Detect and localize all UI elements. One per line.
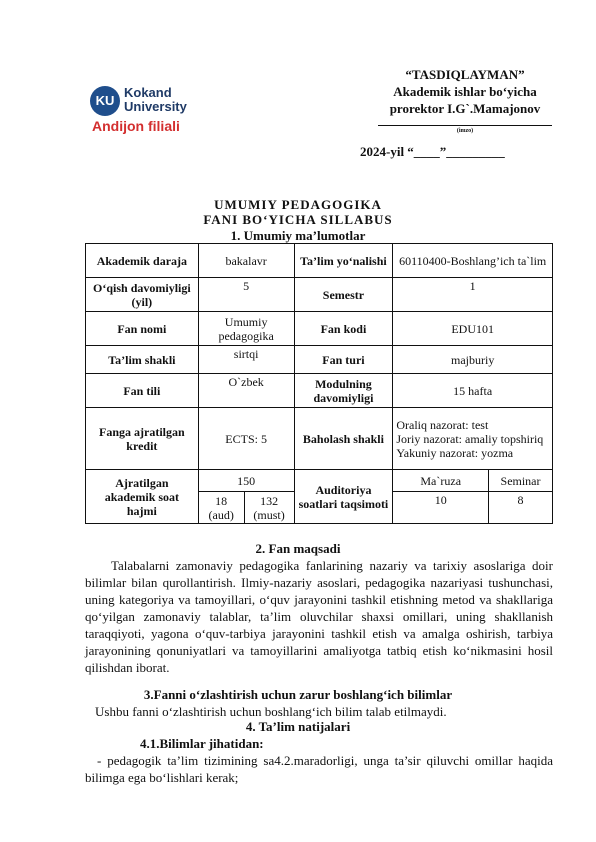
lecture-header: Ma`ruza	[393, 470, 489, 492]
self-hours-cell: 132 (must)	[244, 492, 294, 524]
value-cell: 60110400-Boshlang’ich ta`lim	[393, 244, 553, 278]
label-cell: Fan kodi	[294, 312, 393, 346]
logo-branch: Andijon filiali	[92, 118, 180, 134]
label-cell: Akademik daraja	[86, 244, 199, 278]
assessment-cell	[393, 408, 553, 470]
value-cell: O`zbek	[198, 374, 294, 408]
document-title-line2: FANI BO‘YICHA SILLABUS	[203, 212, 393, 227]
section-3-text: Ushbu fanni o‘zlashtirish uchun boshlang‘ich bilim talab etilmaydi.	[95, 704, 447, 719]
logo-name: Kokand University	[124, 85, 187, 114]
label-cell: Ajratilgan akademik soat hajmi	[86, 470, 199, 524]
section-2-heading: 2. Fan maqsadi	[255, 541, 341, 556]
general-info-table	[85, 243, 553, 524]
table-row	[86, 244, 553, 278]
label-cell: Fanga ajratilgan kredit	[86, 408, 199, 470]
section-4-1-item: - pedagogik ta’lim tizimining sa4.2.maradorligi, unga ta’sir qiluvchi omillar haqida bilimga ega bo‘lishlari kerak;	[85, 753, 553, 785]
approval-block	[360, 66, 560, 160]
seminar-hours-cell: 8	[489, 492, 553, 524]
label-cell: Ta’lim yo‘nalishi	[294, 244, 393, 278]
label-cell: Modulning davomiyligi	[294, 374, 393, 408]
value-cell: 15 hafta	[393, 374, 553, 408]
section-1-heading: 1. Umumiy ma’lumotlar	[230, 228, 366, 243]
table-row	[86, 346, 553, 374]
value-cell: sirtqi	[198, 346, 294, 374]
approval-title: “TASDIQLAYMAN”	[405, 67, 525, 82]
table-row	[86, 312, 553, 346]
assessment-current: Joriy nazorat: amaliy topshiriq	[396, 431, 544, 446]
value-cell: majburiy	[393, 346, 553, 374]
value-cell: 1	[393, 278, 553, 312]
table-row	[86, 408, 553, 470]
label-cell: Ta’lim shakli	[86, 346, 199, 374]
signature-line	[378, 125, 552, 126]
table-row	[86, 470, 553, 492]
table-row	[86, 278, 553, 312]
approval-date: 2024-yil “____”_________	[360, 144, 505, 159]
label-cell: Fan tili	[86, 374, 199, 408]
value-cell: bakalavr	[198, 244, 294, 278]
table-row	[86, 374, 553, 408]
document-title-line1: UMUMIY PEDAGOGIKA	[214, 197, 382, 212]
value-cell: Umumiy pedagogika	[198, 312, 294, 346]
approval-role: Akademik ishlar bo‘yicha	[393, 84, 537, 99]
ku-logo-icon: KU	[90, 86, 120, 116]
label-cell: Semestr	[294, 278, 393, 312]
seminar-header: Seminar	[489, 470, 553, 492]
assessment-final: Yakuniy nazorat: yozma	[396, 445, 514, 460]
section-4-heading: 4. Ta’lim natijalari	[245, 719, 351, 734]
total-hours-cell: 150	[198, 470, 294, 492]
label-cell: O‘qish davomiyligi (yil)	[86, 278, 199, 312]
approval-person: prorektor I.G`.Mamajonov	[389, 101, 541, 116]
signature-label: (imzo)	[456, 128, 474, 134]
university-logo	[90, 86, 220, 138]
section-4-1-heading: 4.1.Bilimlar jihatidan:	[140, 736, 264, 751]
label-cell: Auditoriya soatlari taqsimoti	[294, 470, 393, 524]
label-cell: Baholash shakli	[294, 408, 393, 470]
value-cell: EDU101	[393, 312, 553, 346]
label-cell: Fan turi	[294, 346, 393, 374]
lecture-hours-cell: 10	[393, 492, 489, 524]
value-cell: 5	[198, 278, 294, 312]
value-cell: ECTS: 5	[198, 408, 294, 470]
section-3-heading: 3.Fanni o‘zlashtirish uchun zarur boshlang‘ich bilimlar	[143, 687, 453, 702]
section-2-text: Talabalarni zamonaviy pedagogika fanlarining nazariy va tarixiy asoslariga doir bilimlar bilan qurollantirish. Ilmiy-nazariy asoslari, pedagogika nazariyasi tushunchasi, uning kategoriya va tamoyillari, o‘quv jarayonini tashkil etishning metod va shakllariga qo‘yilgan zamonaviy talablar, ta’lim oluvchilar shaxsi omillari, uning shakllanish taraqqiyoti, yagona o‘quv-tarbiya jarayonini tashkil etish va amalga oshirish, tarbiya jarayonining qonuniyatlari va tamoyillarini amaliyotga tatbiq etish ko‘nikmasini hosil qilishdan iborat.	[85, 558, 553, 675]
aud-hours-cell: 18 (aud)	[198, 492, 244, 524]
label-cell: Fan nomi	[86, 312, 199, 346]
assessment-midterm: Oraliq nazorat: test	[396, 417, 489, 432]
